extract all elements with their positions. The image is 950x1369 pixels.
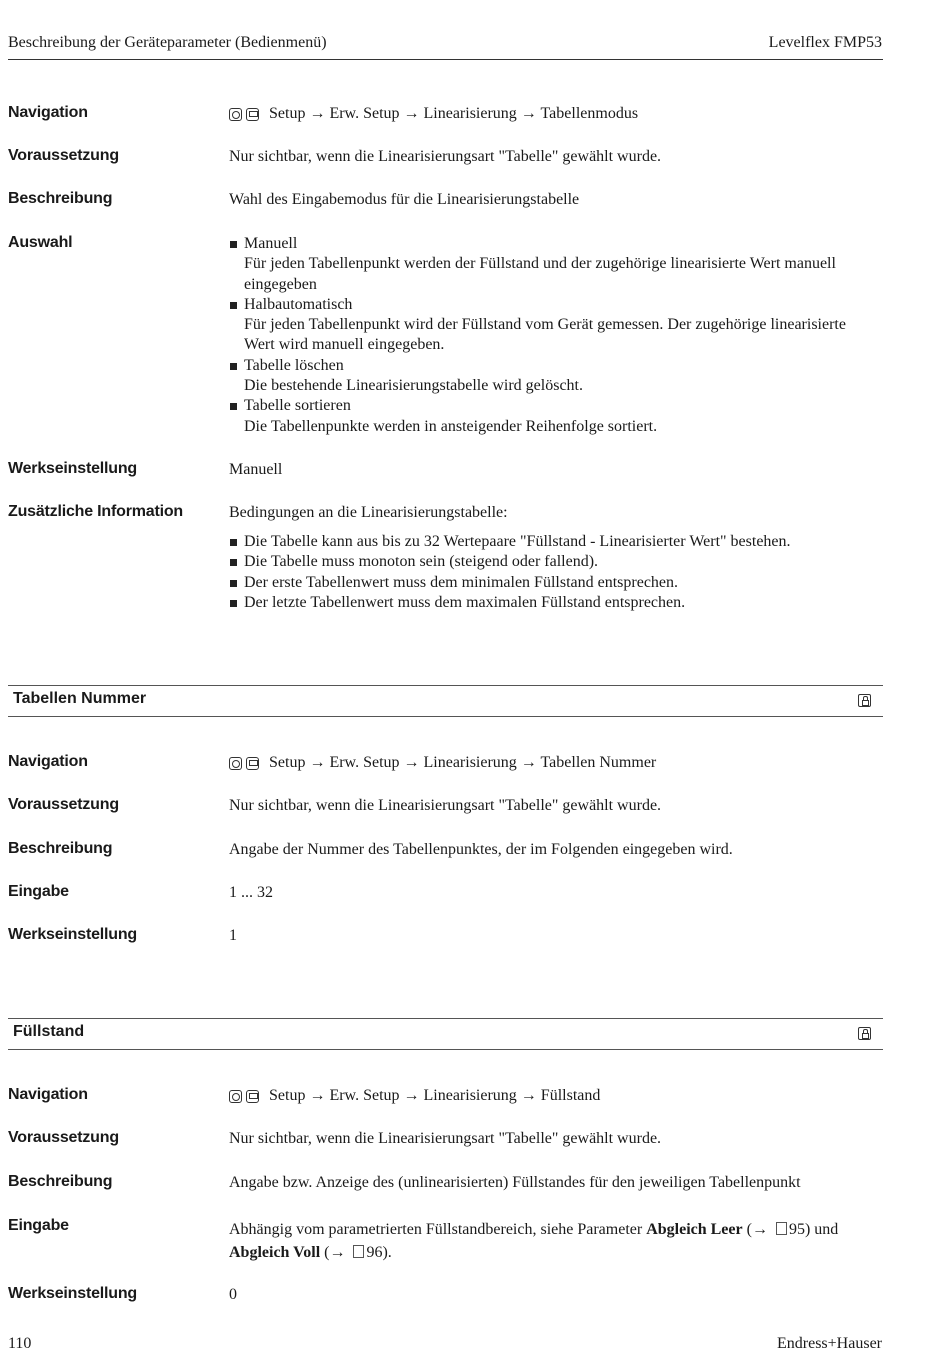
ref-open: (→ [320,1244,350,1261]
navigation-label: Navigation [8,753,88,770]
option-title: Halbautomatisch [244,295,353,313]
info-intro: Bedingungen an die Linearisierungstabelle: [229,504,508,521]
werkseinstellung-value: 1 [229,927,237,944]
navigation-text: Setup → Erw. Setup → Linearisierung → Füllstand [269,1087,601,1104]
werkseinstellung-label: Werkseinstellung [8,1285,137,1302]
info-label: Zusätzliche Information [8,503,183,520]
navigation-text: Setup → Erw. Setup → Linearisierung → Tabellenmodus [269,105,639,122]
werkseinstellung-value: 0 [229,1286,237,1303]
parameter-link-abgleich-voll[interactable]: Abgleich Voll [229,1244,321,1261]
section-divider-top [8,1018,883,1019]
option-title: Tabelle löschen [244,356,344,374]
navigation-path [229,753,879,773]
info-list [229,532,879,613]
brand-name: Endress+Hauser [777,1335,882,1352]
list-item: Der erste Tabellenwert muss dem minimalen Füllstand entsprechen. [229,573,879,593]
page-ref[interactable]: 96). [366,1244,392,1261]
navigation-label: Navigation [8,1086,88,1103]
option-text: Die bestehende Linearisierungstabelle wird gelöscht. [244,377,583,395]
expert-icon [229,1090,242,1103]
voraussetzung-label: Voraussetzung [8,796,119,813]
beschreibung-text: Wahl des Eingabemodus für die Linearisierungstabelle [229,191,580,208]
navigation-label: Navigation [8,104,88,121]
beschreibung-text: Angabe bzw. Anzeige des (unlinearisierten) Füllstandes für den jeweiligen Tabellenpunkt [229,1174,801,1191]
option-title: Tabelle sortieren [244,397,351,415]
auswahl-label: Auswahl [8,234,73,251]
list-item: Die Tabelle muss monoton sein (steigend oder fallend). [229,552,879,572]
section-divider-bottom [8,1049,883,1050]
option-title: Manuell [244,235,298,252]
beschreibung-text: Angabe der Nummer des Tabellenpunktes, der im Folgenden eingegeben wird. [229,841,733,858]
voraussetzung-text: Nur sichtbar, wenn die Linearisierungsart "Tabelle" gewählt wurde. [229,797,662,814]
list-item: Der letzte Tabellenwert muss dem maximalen Füllstand entsprechen. [229,593,879,613]
ref-open: (→ [742,1221,772,1238]
navigation-path [229,1086,879,1106]
expert-icon [229,108,242,121]
voraussetzung-label: Voraussetzung [8,1129,119,1146]
list-item [229,396,879,437]
section-title: Füllstand [13,1023,85,1040]
eingabe-label: Eingabe [8,1217,69,1234]
header-product: Levelflex FMP53 [768,34,882,51]
option-text: Für jeden Tabellenpunkt werden der Füllstand und der zugehörige linearisierte Wert manuell eingegeben [244,255,836,293]
page-reference-icon [353,1245,364,1258]
list-item [229,295,879,356]
werkseinstellung-value: Manuell [229,461,283,478]
navigation-path [229,104,879,124]
expert-icon [229,757,242,770]
navigation-text: Setup → Erw. Setup → Linearisierung → Tabellen Nummer [269,754,657,771]
page-number: 110 [8,1335,32,1352]
voraussetzung-label: Voraussetzung [8,147,119,164]
page-reference-icon [776,1222,787,1235]
display-icon [246,757,259,770]
option-text: Die Tabellenpunkte werden in ansteigender Reihenfolge sortiert. [244,417,658,435]
auswahl-list [229,234,879,437]
eingabe-value: 1 ... 32 [229,884,273,901]
werkseinstellung-label: Werkseinstellung [8,926,137,943]
page-ref[interactable]: 95) und [788,1221,839,1238]
eingabe-label: Eingabe [8,883,69,900]
option-text: Für jeden Tabellenpunkt wird der Füllstand vom Gerät gemessen. Der zugehörige linearisierte Wert wird manuell eingegeben. [244,316,846,354]
list-item: Die Tabelle kann aus bis zu 32 Wertepaare "Füllstand - Linearisierter Wert" bestehen. [229,532,879,552]
beschreibung-label: Beschreibung [8,190,113,207]
lock-icon [858,1027,871,1040]
display-icon [246,1090,259,1103]
list-item [229,356,879,397]
voraussetzung-text: Nur sichtbar, wenn die Linearisierungsart "Tabelle" gewählt wurde. [229,148,662,165]
beschreibung-label: Beschreibung [8,840,113,857]
header-divider [8,59,883,60]
eingabe-prefix: Abhängig vom parametrierten Füllstandbereich, siehe Parameter [229,1221,647,1238]
list-item [229,234,879,295]
section-title: Tabellen Nummer [13,690,147,707]
beschreibung-label: Beschreibung [8,1173,113,1190]
parameter-link-abgleich-leer[interactable]: Abgleich Leer [646,1221,743,1238]
section-divider-bottom [8,716,883,717]
werkseinstellung-label: Werkseinstellung [8,460,137,477]
eingabe-text [229,1218,879,1264]
section-divider-top [8,685,883,686]
display-icon [246,108,259,121]
lock-icon [858,694,871,707]
header-title: Beschreibung der Geräteparameter (Bedienmenü) [8,34,327,51]
voraussetzung-text: Nur sichtbar, wenn die Linearisierungsart "Tabelle" gewählt wurde. [229,1130,662,1147]
